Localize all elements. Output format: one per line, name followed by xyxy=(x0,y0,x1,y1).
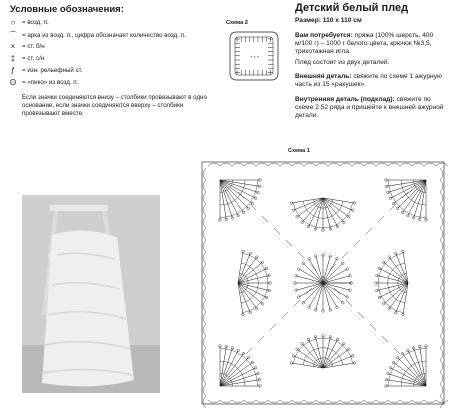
legend-symbol: ○ xyxy=(10,18,16,27)
legend-text: = «пико» из возд. п. xyxy=(22,79,79,86)
size-line xyxy=(295,17,447,25)
schema2-diagram xyxy=(228,30,280,82)
legend-text: = возд. п. xyxy=(22,19,49,26)
materials-line xyxy=(295,32,447,57)
legend-row xyxy=(6,18,49,27)
outer-text: свяжите по схеме 1 ажурную часть из 15 «ракушек». xyxy=(295,73,442,89)
schema1-label: Схема 1 xyxy=(288,148,310,154)
legend-row xyxy=(6,42,45,51)
legend-note: Если значки соединяются внизу – столбики провязывают в одно основание, если значки соединяются вверху – столбики провязывают вместе. xyxy=(22,94,207,117)
size-value: 110 х 110 см xyxy=(322,17,362,24)
structure-text: Плед состоит из двух деталей. xyxy=(295,59,390,66)
inner-label: Внутренняя деталь (подклад): xyxy=(295,96,395,103)
schema2-label: Схема 2 xyxy=(226,20,248,26)
materials-text: пряжа (100% шерсть, 400 м/100 г) – 1000 г белого цвета, крючок №3,5, трикотажная игла. xyxy=(295,32,434,56)
legend-row xyxy=(6,54,44,63)
legend-symbol: ⌒ xyxy=(9,31,17,40)
legend-text: = изн. рельефный ст. xyxy=(22,67,83,74)
inner-text: свяжите по схеме 2 52 ряда и пришейте к внешней ажурной детали. xyxy=(295,96,444,120)
outer-label: Внешняя деталь: xyxy=(295,73,352,80)
legend-row xyxy=(6,78,78,87)
legend-title: Условные обозначения: xyxy=(10,4,124,15)
materials-label: Вам потребуется: xyxy=(295,32,353,39)
legend-symbol: ƒ xyxy=(10,66,16,75)
legend-row xyxy=(6,30,186,41)
inner-part-line xyxy=(295,96,447,121)
legend-text: = арка из возд. п., цифра обозначает количество возд. п. xyxy=(22,32,186,39)
legend-symbol: ʘ xyxy=(9,78,17,87)
article-title: Детский белый плед xyxy=(295,2,409,14)
blanket-photo xyxy=(22,195,160,393)
stool-with-blanket-image xyxy=(22,195,160,393)
outer-part-line xyxy=(295,73,447,89)
schema1-diagram xyxy=(198,158,448,408)
legend-text: = ст. с/н xyxy=(22,55,45,62)
legend-row xyxy=(6,66,83,75)
legend-symbol: × xyxy=(10,42,16,51)
legend-symbol: ‡ xyxy=(10,54,16,63)
svg-text:+ × ×: + × × xyxy=(250,54,260,59)
size-label: Размер: xyxy=(295,17,321,24)
legend-text: = ст. б/н xyxy=(22,43,45,50)
